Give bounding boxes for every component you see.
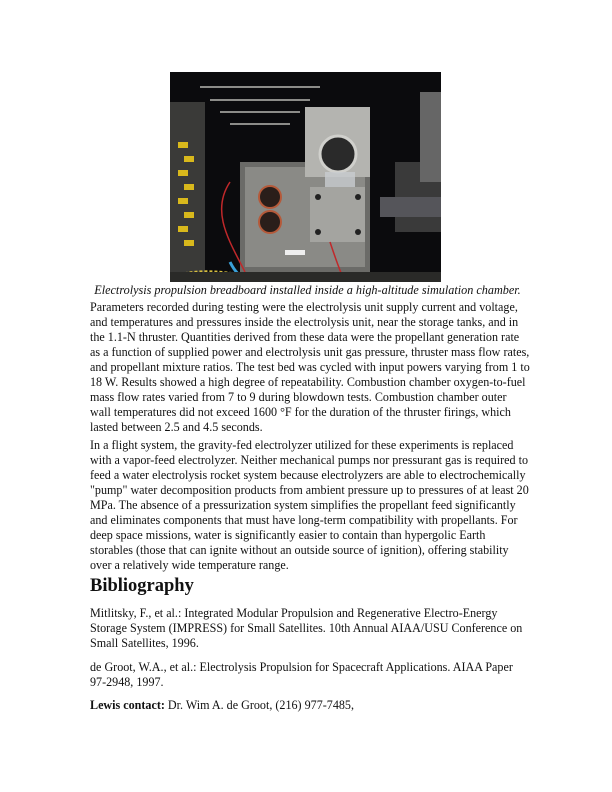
bibliography-heading: Bibliography <box>90 576 194 596</box>
breadboard-photo <box>170 72 441 282</box>
figure-caption: Electrolysis propulsion breadboard installed inside a high-altitude simulation chamber. <box>94 283 521 297</box>
breadboard-photo-illustration <box>170 72 441 282</box>
paragraph-flight-system: In a flight system, the gravity-fed electrolyzer utilized for these experiments is replaced with a vapor-feed electrolyzer. Neither mechanical pumps nor pressurant gas is required to feed a water electrolysis rocket system because electrolyzers are able to electrochemically "pump" water decomposition products from ambient pressure up to pressures of at least 20 MPa. The absence of a pressurization system simplifies the propellant feed significantly and eliminates components that must have long-term compatibility with propellants. For deep space missions, water is significantly easier to contain than hypergolic Earth storables (those that can ignite without an outside source of ignition), offering stability over a relatively wide temperature range. <box>90 438 529 572</box>
contact-label: Lewis contact: <box>90 698 165 712</box>
contact-line <box>90 698 530 713</box>
contact-details: Dr. Wim A. de Groot, (216) 977-7485, <box>164 698 354 712</box>
bibliography-entry: Mitlitsky, F., et al.: Integrated Modular Propulsion and Regenerative Electro-Energy Storage System (IMPRESS) for Small Satellites. 10th Annual AIAA/USU Conference on Small Satellites, 1996. <box>90 606 523 650</box>
paragraph-test-results: Parameters recorded during testing were the electrolysis unit supply current and voltage, and temperatures and pressures inside the electrolysis unit, near the storage tanks, and in the 1.1-N thruster. Quantities derived from these data were the propellant generation rate as a function of supplied power and electrolysis unit gas pressure, thruster mass flow rates, and propellant mixture ratios. The test bed was cycled with input powers varying from 1 to 18 W. Results showed a high degree of repeatability. Combustion chamber oxygen-to-fuel mass flow rates varied from 7 to 9 during blowdown tests. Combustion chamber outer wall temperatures did not exceed 1600 °F for the duration of the thruster firings, which lasted between 2.5 and 4.5 seconds. <box>90 300 530 434</box>
bibliography-entry: de Groot, W.A., et al.: Electrolysis Propulsion for Spacecraft Applications. AIAA Paper 97-2948, 1997. <box>90 660 513 689</box>
